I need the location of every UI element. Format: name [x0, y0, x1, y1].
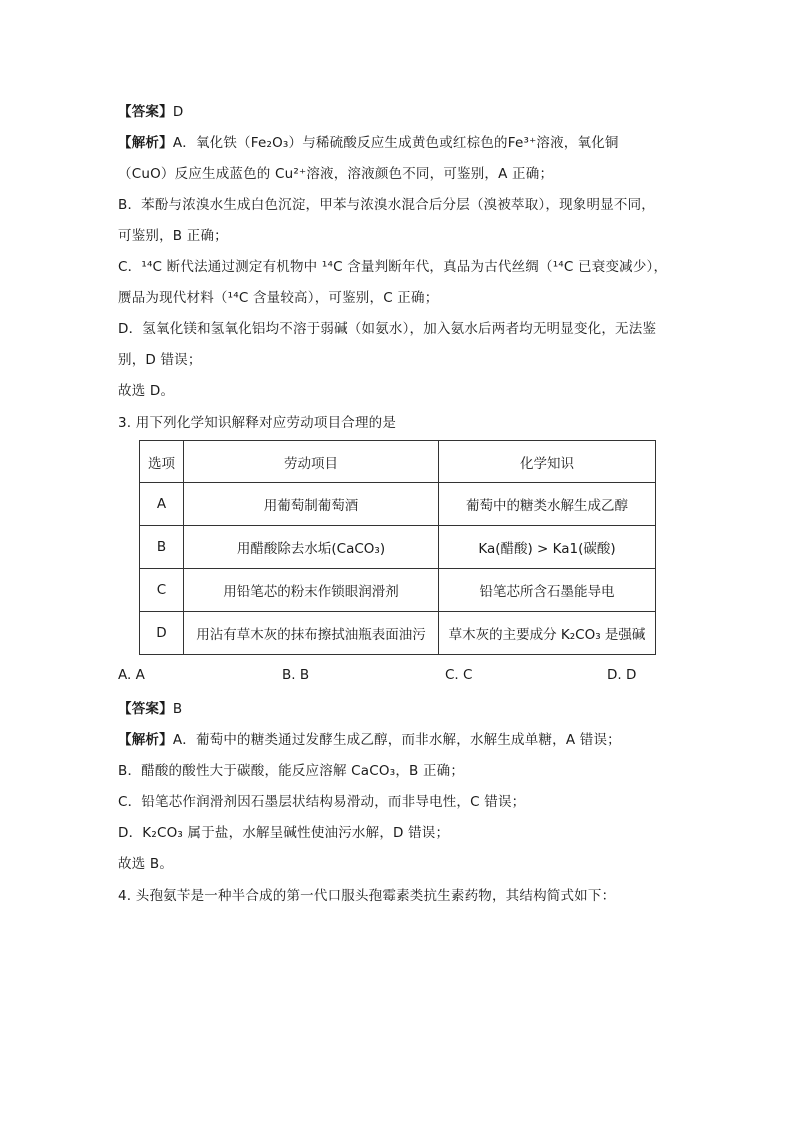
q3-analysis-line-1 [118, 730, 621, 750]
q3-stem: 3. 用下列化学知识解释对应劳动项目合理的是 [118, 415, 397, 431]
table-cell: 葡萄中的糖类水解生成乙醇 [439, 483, 656, 526]
table-cell: 铅笔芯所含石墨能导电 [439, 569, 656, 612]
q2-analysis-line-3: B．苯酚与浓溴水生成白色沉淀，甲苯与浓溴水混合后分层（溴被萃取），现象明显不同， [118, 197, 656, 213]
table-cell: C [140, 569, 184, 612]
table-header-cell: 化学知识 [439, 441, 656, 483]
table-header-row [140, 441, 656, 483]
table-row [140, 483, 656, 526]
q2-analysis-line-9: 故选 D。 [118, 383, 175, 399]
table-header-cell: 劳动项目 [184, 441, 439, 483]
table-cell: 用沾有草木灰的抹布擦拭油瓶表面油污 [184, 612, 439, 655]
q3-answer-tag: 【答案】 [118, 701, 173, 717]
table-header-cell: 选项 [140, 441, 184, 483]
q2-analysis-line-1 [118, 133, 619, 153]
q3-answer [118, 699, 182, 719]
q2-analysis-line-7: D．氢氧化镁和氢氧化铝均不溶于弱碱（如氨水），加入氨水后两者均无明显变化，无法鉴 [118, 321, 657, 337]
q2-answer-value: D [172, 104, 184, 120]
q3-analysis-tag: 【解析】 [118, 732, 173, 748]
q2-analysis-line-2: （CuO）反应生成蓝色的 Cu²⁺溶液，溶液颜色不同，可鉴别，A 正确； [118, 166, 554, 182]
table-row [140, 612, 656, 655]
table-row [140, 526, 656, 569]
q3-table [139, 440, 656, 655]
q2-analysis-tag: 【解析】 [118, 135, 173, 151]
option-c: C. C [445, 667, 473, 683]
table-cell: D [140, 612, 184, 655]
q2-analysis-line-5: C．¹⁴C 断代法通过测定有机物中 ¹⁴C 含量判断年代，真品为古代丝绸（¹⁴C 已衰变减少）， [118, 259, 668, 275]
option-d: D. D [607, 667, 637, 683]
table-cell: 用葡萄制葡萄酒 [184, 483, 439, 526]
q3-analysis-line-2: B．醋酸的酸性大于碳酸，能反应溶解 CaCO₃，B 正确； [118, 763, 465, 779]
table-cell: Ka(醋酸) > Ka1(碳酸) [439, 526, 656, 569]
q4-stem: 4. 头孢氨苄是一种半合成的第一代口服头孢霉素类抗生素药物，其结构简式如下： [118, 888, 616, 904]
q2-analysis-line-8: 别，D 错误； [118, 352, 202, 368]
table-cell: A [140, 483, 184, 526]
table-cell: B [140, 526, 184, 569]
option-b: B. B [282, 667, 310, 683]
q2-answer-tag: 【答案】 [118, 104, 173, 120]
q3-analysis-line-4: D．K₂CO₃ 属于盐，水解呈碱性使油污水解，D 错误； [118, 825, 450, 841]
q2-analysis-line-6: 赝品为现代材料（¹⁴C 含量较高），可鉴别，C 正确； [118, 290, 439, 306]
q2-answer [118, 102, 183, 122]
q3-answer-value: B [172, 701, 183, 717]
table-cell: 用铅笔芯的粉末作锁眼润滑剂 [184, 569, 439, 612]
q3-analysis-line-3: C．铅笔芯作润滑剂因石墨层状结构易滑动，而非导电性，C 错误； [118, 794, 526, 810]
table-row [140, 569, 656, 612]
q2-analysis-line-4: 可鉴别，B 正确； [118, 228, 228, 244]
q2-analysis-text: A．氧化铁（Fe₂O₃）与稀硫酸反应生成黄色或红棕色的Fe³⁺溶液，氧化铜 [172, 135, 619, 151]
q3-analysis-text: A．葡萄中的糖类通过发酵生成乙醇，而非水解，水解生成单糖，A 错误； [172, 732, 621, 748]
option-a: A. A [118, 667, 145, 683]
table-cell: 草木灰的主要成分 K₂CO₃ 是强碱 [439, 612, 656, 655]
q3-analysis-line-5: 故选 B。 [118, 856, 174, 872]
table-cell: 用醋酸除去水垢(CaCO₃) [184, 526, 439, 569]
